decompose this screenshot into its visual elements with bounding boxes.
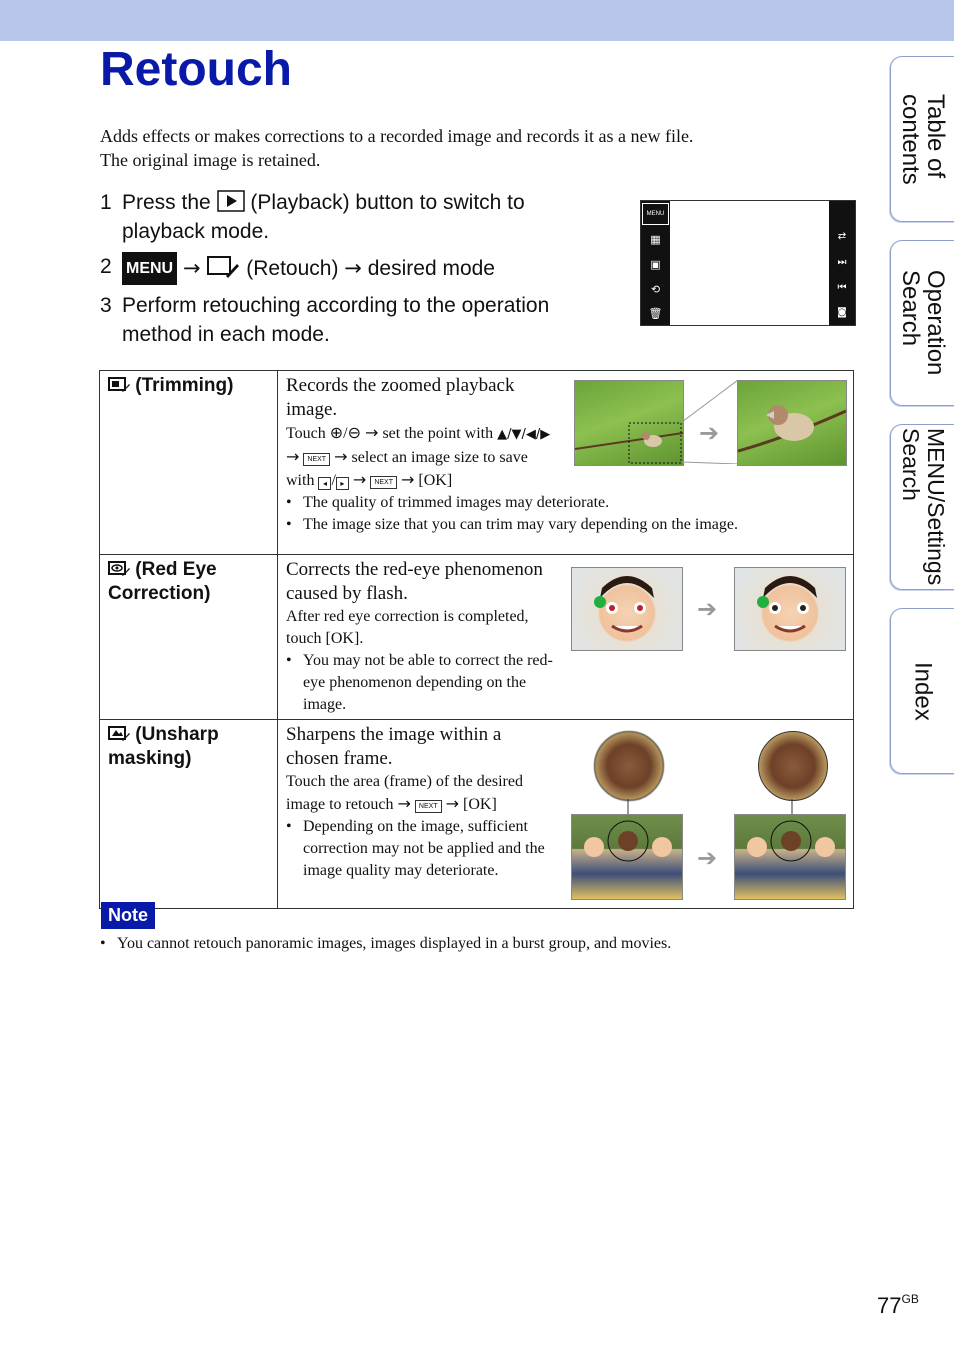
instruction-text: [OK] <box>418 472 453 489</box>
intro-text <box>100 124 780 172</box>
tab-label: Operation Search <box>897 270 949 376</box>
right-key-icon: ▸ <box>336 477 349 490</box>
kids-illustration <box>572 815 682 899</box>
menu-icon: MENU <box>122 252 177 285</box>
retouch-icon <box>206 254 240 278</box>
camera-icon: ◙ <box>837 307 847 318</box>
step-number: 2 <box>100 255 112 278</box>
trimming-icon <box>108 376 130 392</box>
mode-instruction: After red eye correction is completed, touch [OK]. <box>286 608 529 647</box>
mode-label-cell <box>100 371 278 555</box>
left-key-icon: ◂ <box>318 477 331 490</box>
mode-description-cell <box>278 720 854 909</box>
mode-lead: Sharpens the image within a chosen frame. <box>286 724 502 769</box>
arrow-icon: → <box>365 423 379 442</box>
mode-instruction: Touch ⊕/⊖ → set the point with ▲/▼/◀/▶ → NEXT → select an image size to save with ◂ / ▸ → NEXT → [OK] <box>286 423 551 489</box>
mode-label-cell <box>100 720 278 909</box>
arrow-icon: → <box>400 470 415 489</box>
note-text: • You cannot retouch panoramic images, images displayed in a burst group, and movies. <box>100 933 860 955</box>
boy-photo-after <box>734 567 846 651</box>
mode-description-cell <box>278 371 854 555</box>
camera-left-bar <box>641 201 670 325</box>
bird-photo-after <box>737 380 847 466</box>
header-band <box>0 0 954 41</box>
tab-operation-search[interactable] <box>890 240 954 406</box>
bullet-text: The quality of trimmed images may deteriorate. <box>303 494 610 511</box>
arrow-icon: → <box>286 447 300 466</box>
list-item: • The image size that you can trim may vary depending on the image. <box>286 514 845 536</box>
step-text: Perform retouching according to the operation method in each mode. <box>122 294 550 346</box>
instruction-text: [OK] <box>463 796 497 813</box>
rotate-icon: ⟲ <box>650 283 661 296</box>
list-item: • You may not be able to correct the red-eye phenomenon depending on the image. <box>286 650 561 716</box>
zoomed-face-before <box>594 731 664 801</box>
table-row <box>100 720 854 909</box>
camera-screen-illustration <box>640 200 856 326</box>
arrow-icon: → <box>397 794 411 813</box>
direction-icons: ▲/▼/◀/▶ <box>497 427 551 442</box>
bird-photo-before <box>574 380 684 466</box>
camera-right-bar <box>829 201 855 325</box>
step-3 <box>100 291 600 349</box>
arrow-icon: → <box>334 447 348 466</box>
zoom-in-icon: ⊕ <box>329 423 344 442</box>
arrow-icon: → <box>344 256 362 280</box>
intro-line-1: Adds effects or makes corrections to a recorded image and records it as a new file. <box>100 126 694 146</box>
page-title: Retouch <box>100 43 292 96</box>
bullet-text: You may not be able to correct the red-eye phenomenon depending on the image. <box>303 652 553 713</box>
page-suffix: GB <box>901 1292 919 1306</box>
tab-table-of-contents[interactable] <box>890 56 954 222</box>
step-text: desired mode <box>367 257 495 280</box>
step-text: Press the <box>122 191 211 214</box>
instruction-text: Touch the area (frame) of the desired image to retouch <box>286 773 523 813</box>
mode-label-cell <box>100 555 278 720</box>
zoomed-face-after <box>758 731 828 801</box>
next-button-icon: NEXT <box>370 476 397 489</box>
trash-icon: 🗑 <box>648 307 663 320</box>
mode-lead: Corrects the red-eye phenomenon caused by flash. <box>286 559 543 604</box>
list-item: • Depending on the image, sufficient correction may not be applied and the image quality may deteriorate. <box>286 816 556 882</box>
note-badge: Note <box>101 902 155 929</box>
step-number: 1 <box>100 191 112 214</box>
mode-description-cell <box>278 555 854 720</box>
zoom-out-icon: ⊖ <box>347 423 362 442</box>
next-button-icon: NEXT <box>303 453 330 466</box>
next-image-icon: ⏭ <box>837 257 847 268</box>
arrow-right-icon: ➔ <box>697 595 718 623</box>
list-item: • The quality of trimmed images may deteriorate. <box>286 492 845 514</box>
tab-menu-settings-search[interactable] <box>890 424 954 590</box>
mode-label: (Red Eye Correction) <box>108 559 217 604</box>
table-row <box>100 555 854 720</box>
red-eye-icon <box>108 560 130 576</box>
face-illustration <box>572 568 682 650</box>
arrow-right-icon: ➔ <box>697 844 718 872</box>
grid-icon: ▣ <box>650 258 661 271</box>
playback-icon <box>217 190 245 212</box>
step-text: (Retouch) <box>246 257 339 280</box>
bullet-text: Depending on the image, sufficient correction may not be applied and the image quality may deteriorate. <box>303 818 545 879</box>
note-bullet-text: You cannot retouch panoramic images, images displayed in a burst group, and movies. <box>117 935 672 952</box>
mode-label: (Trimming) <box>135 375 234 396</box>
mode-label: (Unsharp masking) <box>108 724 219 769</box>
instruction-text: Touch <box>286 425 326 442</box>
previous-image-icon: ⏮ <box>837 282 847 293</box>
kids-illustration <box>735 815 845 899</box>
tab-label: MENU/Settings Search <box>898 428 949 586</box>
page-number <box>877 1292 919 1319</box>
mode-instruction <box>286 771 556 816</box>
unsharp-masking-icon <box>108 725 130 741</box>
boy-photo-before <box>571 567 683 651</box>
kids-photo-before <box>571 814 683 900</box>
instruction-text: select an image size to save with <box>286 449 528 489</box>
bird-illustration <box>738 381 846 465</box>
kids-photo-after <box>734 814 846 900</box>
retouch-modes-table <box>99 370 854 909</box>
intro-line-2: The original image is retained. <box>100 150 321 170</box>
step-number: 3 <box>100 294 112 317</box>
arrow-icon: → <box>445 794 459 813</box>
steps-list <box>100 188 600 355</box>
calendar-icon: ▦ <box>650 233 661 246</box>
step-text: (Playback) button to switch to playback mode. <box>122 191 525 243</box>
bird-illustration <box>575 381 683 465</box>
tab-index[interactable] <box>890 608 954 774</box>
arrow-icon: → <box>352 470 367 489</box>
page-number-value: 77 <box>877 1293 902 1318</box>
step-1 <box>100 188 600 246</box>
next-button-icon: NEXT <box>415 800 442 813</box>
camera-menu-button: MENU <box>642 203 669 225</box>
tab-label: Table of contents <box>897 93 949 185</box>
instruction-text: set the point with <box>382 425 494 442</box>
face-illustration <box>735 568 845 650</box>
arrow-icon: → <box>182 256 201 280</box>
step-2 <box>100 252 600 285</box>
table-row <box>100 371 854 555</box>
mode-lead: Records the zoomed playback image. <box>286 375 515 420</box>
tab-label: Index <box>909 661 937 721</box>
arrow-right-icon: ➔ <box>699 419 720 447</box>
slideshow-icon: ⇄ <box>837 231 847 242</box>
bullet-text: The image size that you can trim may vary depending on the image. <box>303 516 738 533</box>
